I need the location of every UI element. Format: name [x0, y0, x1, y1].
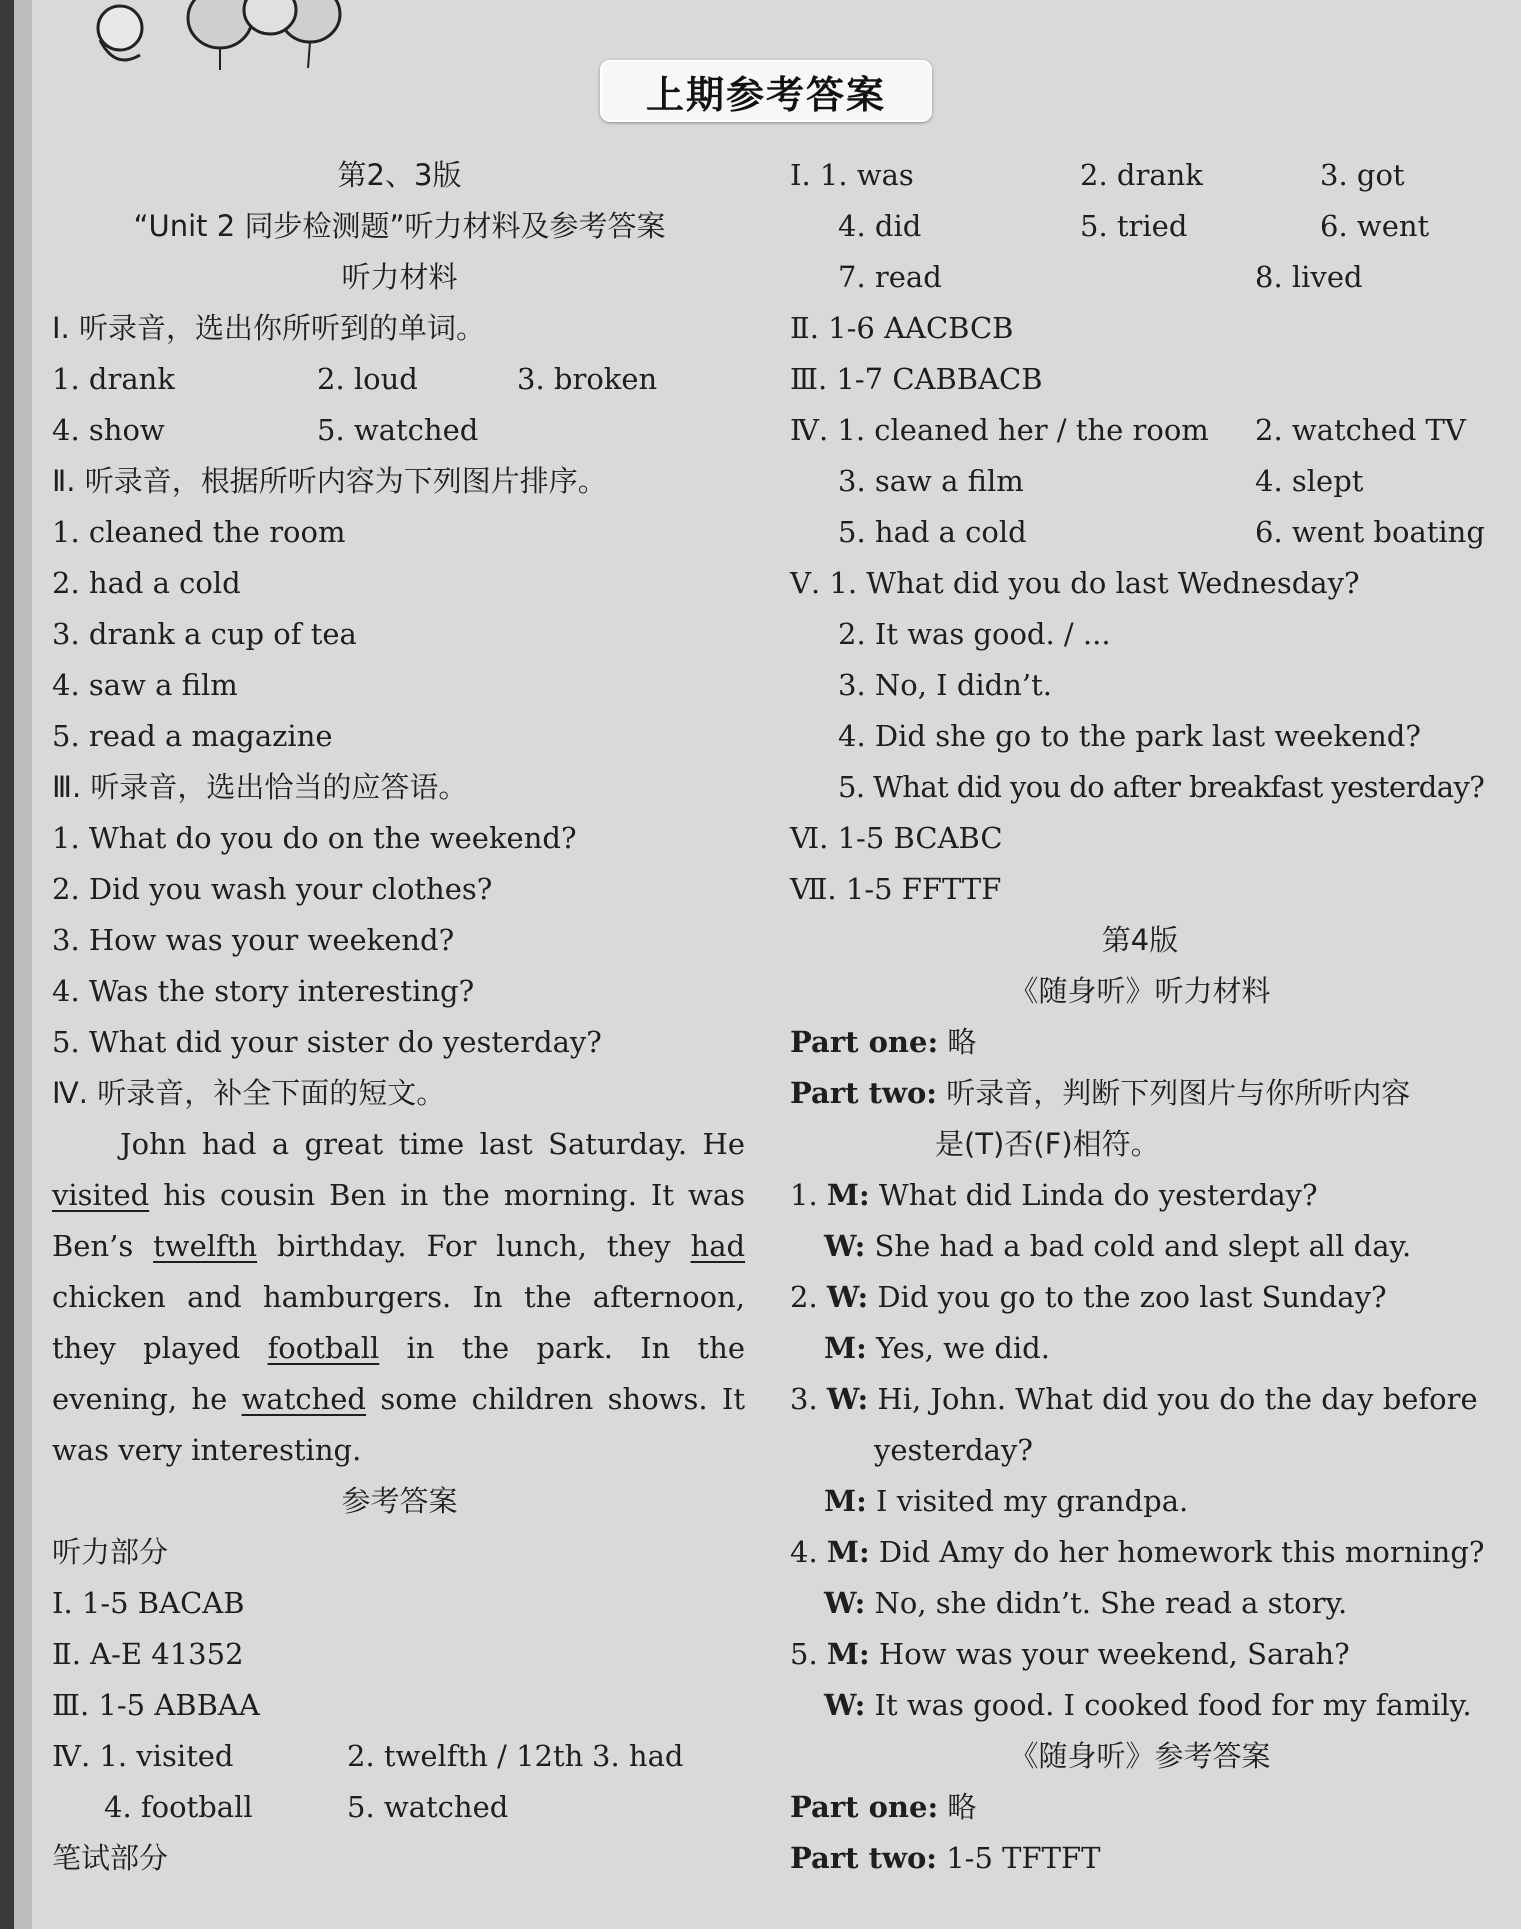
answer-line: Ⅰ. 1-5 BACAB [52, 1586, 245, 1620]
answer-line: Ⅱ. 1-6 AACBCB [790, 311, 1014, 345]
passage-answer: twelfth [153, 1229, 258, 1263]
dialogue-line [790, 1527, 1490, 1578]
dialogue-line [790, 1323, 1490, 1374]
passage-text: chicken and hamburgers. In the afternoon, [52, 1280, 745, 1314]
answer-item: 5. had a cold [838, 515, 1027, 549]
part-text: 略 [947, 1025, 977, 1059]
speaker: M: [826, 1637, 870, 1671]
answer-item: 2. drank [1080, 158, 1203, 192]
part-text: 略 [947, 1790, 977, 1824]
answer-line: 3. No, I didn’t. [838, 668, 1053, 702]
answer-line: Ⅲ. 1-5 ABBAA [52, 1688, 260, 1722]
dialogue-line [790, 1272, 1490, 1323]
speaker: M: [824, 1331, 867, 1365]
word-item: 2. loud [317, 362, 418, 396]
passage-answer: football [267, 1331, 380, 1365]
right-column [790, 150, 1490, 1884]
list-item: 5. read a magazine [52, 719, 333, 753]
answer-line: Ⅱ. A-E 41352 [52, 1637, 244, 1671]
passage-answer: watched [241, 1382, 366, 1416]
answer-item: Ⅳ. 1. visited [52, 1739, 234, 1773]
answer-line: Ⅶ. 1-5 FFTTF [790, 872, 1002, 906]
page-edge [0, 0, 14, 1929]
passage-text: Ben’s [52, 1229, 134, 1263]
edition-heading: 第4版 [1101, 923, 1179, 957]
section2-title: Ⅱ. 听录音，根据所听内容为下列图片排序。 [52, 464, 607, 498]
dialogue-text: Yes, we did. [876, 1331, 1050, 1365]
answers-heading: 《随身听》参考答案 [1009, 1739, 1271, 1773]
list-item: 3. drank a cup of tea [52, 617, 357, 651]
part-line [790, 1017, 1490, 1068]
answer-row [790, 456, 1490, 507]
dialogue-line: yesterday? [874, 1433, 1033, 1467]
section4-title: Ⅳ. 听录音，补全下面的短文。 [52, 1076, 446, 1110]
answer-row [790, 150, 1490, 201]
list-item: 3. How was your weekend? [52, 923, 455, 957]
section1-title: Ⅰ. 听录音，选出你所听到的单词。 [52, 311, 485, 345]
answer-row [52, 1731, 747, 1782]
section-subtitle: “Unit 2 同步检测题”听力材料及参考答案 [133, 209, 666, 243]
answer-item: 8. lived [1255, 260, 1363, 294]
dialogue-number: 1. [790, 1178, 818, 1212]
list-item: 5. What did your sister do yesterday? [52, 1025, 602, 1059]
answer-row [790, 252, 1490, 303]
dialogue-number: 2. [790, 1280, 818, 1314]
dialogue-text: What did Linda do yesterday? [878, 1178, 1318, 1212]
listening-heading: 听力材料 [341, 260, 458, 294]
answer-line: Ⅵ. 1-5 BCABC [790, 821, 1003, 855]
part-text: 1-5 TFTFT [946, 1841, 1101, 1875]
speaker: W: [824, 1229, 866, 1263]
passage-answer: had [690, 1229, 746, 1263]
answer-item: 4. football [104, 1790, 253, 1824]
answers-heading: 参考答案 [341, 1484, 458, 1518]
list-item: 1. cleaned the room [52, 515, 346, 549]
page-edge-shadow [14, 0, 32, 1929]
speaker: W: [824, 1688, 866, 1722]
passage-text: was very interesting. [52, 1433, 362, 1467]
answer-item: 3. saw a film [838, 464, 1024, 498]
answer-item: 5. watched [347, 1790, 509, 1824]
answer-line: 5. What did you do after breakfast yesterday? [838, 770, 1485, 804]
part-label: Part two: [790, 1076, 937, 1110]
dialogue-line [790, 1374, 1490, 1425]
passage-text: birthday. For lunch, they [276, 1229, 671, 1263]
word-row [52, 354, 747, 405]
dialogue-text: How was your weekend, Sarah? [878, 1637, 1350, 1671]
dialogue-line [790, 1476, 1490, 1527]
answer-item: 7. read [838, 260, 942, 294]
answer-item: 3. had [592, 1739, 684, 1773]
answer-row [790, 405, 1490, 456]
answer-item: 2. twelfth / 12th [347, 1739, 584, 1773]
passage [52, 1119, 745, 1476]
part-label: Part one: [790, 1790, 939, 1824]
dialogue-number: 5. [790, 1637, 818, 1671]
list-item: 2. Did you wash your clothes? [52, 872, 493, 906]
dialogue-text: Hi, John. What did you do the day before [877, 1382, 1478, 1416]
answer-line: 2. It was good. / ... [838, 617, 1111, 651]
part-text: 是(T)否(F)相符。 [935, 1127, 1160, 1161]
dialogue-line [790, 1170, 1490, 1221]
answer-item: 4. slept [1255, 464, 1364, 498]
balloon-decoration-icon [60, 0, 380, 80]
listening-part-label: 听力部分 [52, 1535, 169, 1569]
word-item: 4. show [52, 413, 165, 447]
passage-text: some children shows. It [380, 1382, 746, 1416]
speaker: M: [826, 1178, 870, 1212]
word-row [52, 405, 747, 456]
part-label: Part one: [790, 1025, 939, 1059]
word-item: 5. watched [317, 413, 479, 447]
list-item: 1. What do you do on the weekend? [52, 821, 577, 855]
dialogue-line [790, 1629, 1490, 1680]
list-item: 2. had a cold [52, 566, 241, 600]
answer-item: 6. went boating [1255, 515, 1485, 549]
part-text: 听录音，判断下列图片与你所听内容 [946, 1076, 1411, 1110]
answer-item: 6. went [1320, 209, 1430, 243]
dialogue-text: No, she didn’t. She read a story. [874, 1586, 1348, 1620]
passage-text: they played [52, 1331, 241, 1365]
dialogue-text: It was good. I cooked food for my family. [874, 1688, 1472, 1722]
speaker: M: [824, 1484, 867, 1518]
answer-item: 3. got [1320, 158, 1405, 192]
passage-answer: visited [52, 1178, 150, 1212]
answer-item: 5. tried [1080, 209, 1188, 243]
passage-text: in the park. In the [406, 1331, 746, 1365]
word-item: 3. broken [517, 362, 658, 396]
speaker: W: [826, 1280, 869, 1314]
part-line [790, 1833, 1490, 1884]
answer-line: 4. Did she go to the park last weekend? [838, 719, 1421, 753]
list-item: 4. Was the story interesting? [52, 974, 475, 1008]
part-line [790, 1068, 1490, 1119]
list-item: 4. saw a film [52, 668, 238, 702]
section3-title: Ⅲ. 听录音，选出恰当的应答语。 [52, 770, 468, 804]
answer-item: 4. did [838, 209, 922, 243]
part-line [790, 1782, 1490, 1833]
dialogue-number: 4. [790, 1535, 818, 1569]
edition-heading: 第2、3版 [337, 158, 462, 192]
dialogue-line [790, 1680, 1490, 1731]
dialogue-line [790, 1221, 1490, 1272]
answer-item: Ⅰ. 1. was [790, 158, 914, 192]
written-part-label: 笔试部分 [52, 1841, 169, 1875]
part-label: Part two: [790, 1841, 937, 1875]
answer-line: Ⅴ. 1. What did you do last Wednesday? [790, 566, 1360, 600]
speaker: W: [826, 1382, 869, 1416]
passage-text: John had a great time last Saturday. He [120, 1127, 745, 1161]
dialogue-text: Did Amy do her homework this morning? [878, 1535, 1485, 1569]
dialogue-line [790, 1578, 1490, 1629]
answer-row [52, 1782, 747, 1833]
left-column [52, 150, 747, 1884]
passage-text: evening, he [52, 1382, 228, 1416]
listening-heading: 《随身听》听力材料 [1009, 974, 1271, 1008]
answer-row [790, 507, 1490, 558]
answer-line: Ⅲ. 1-7 CABBACB [790, 362, 1043, 396]
dialogue-text: She had a bad cold and slept all day. [874, 1229, 1412, 1263]
word-item: 1. drank [52, 362, 175, 396]
passage-text: his cousin Ben in the morning. It was [163, 1178, 745, 1212]
answer-item: 2. watched TV [1255, 413, 1466, 447]
speaker: M: [826, 1535, 870, 1569]
speaker: W: [824, 1586, 866, 1620]
dialogue-text: Did you go to the zoo last Sunday? [877, 1280, 1387, 1314]
dialogue-number: 3. [790, 1382, 818, 1416]
answer-row [790, 201, 1490, 252]
dialogue-text: I visited my grandpa. [876, 1484, 1189, 1518]
page-title: 上期参考答案 [600, 60, 932, 122]
answer-item: Ⅳ. 1. cleaned her / the room [790, 413, 1209, 447]
